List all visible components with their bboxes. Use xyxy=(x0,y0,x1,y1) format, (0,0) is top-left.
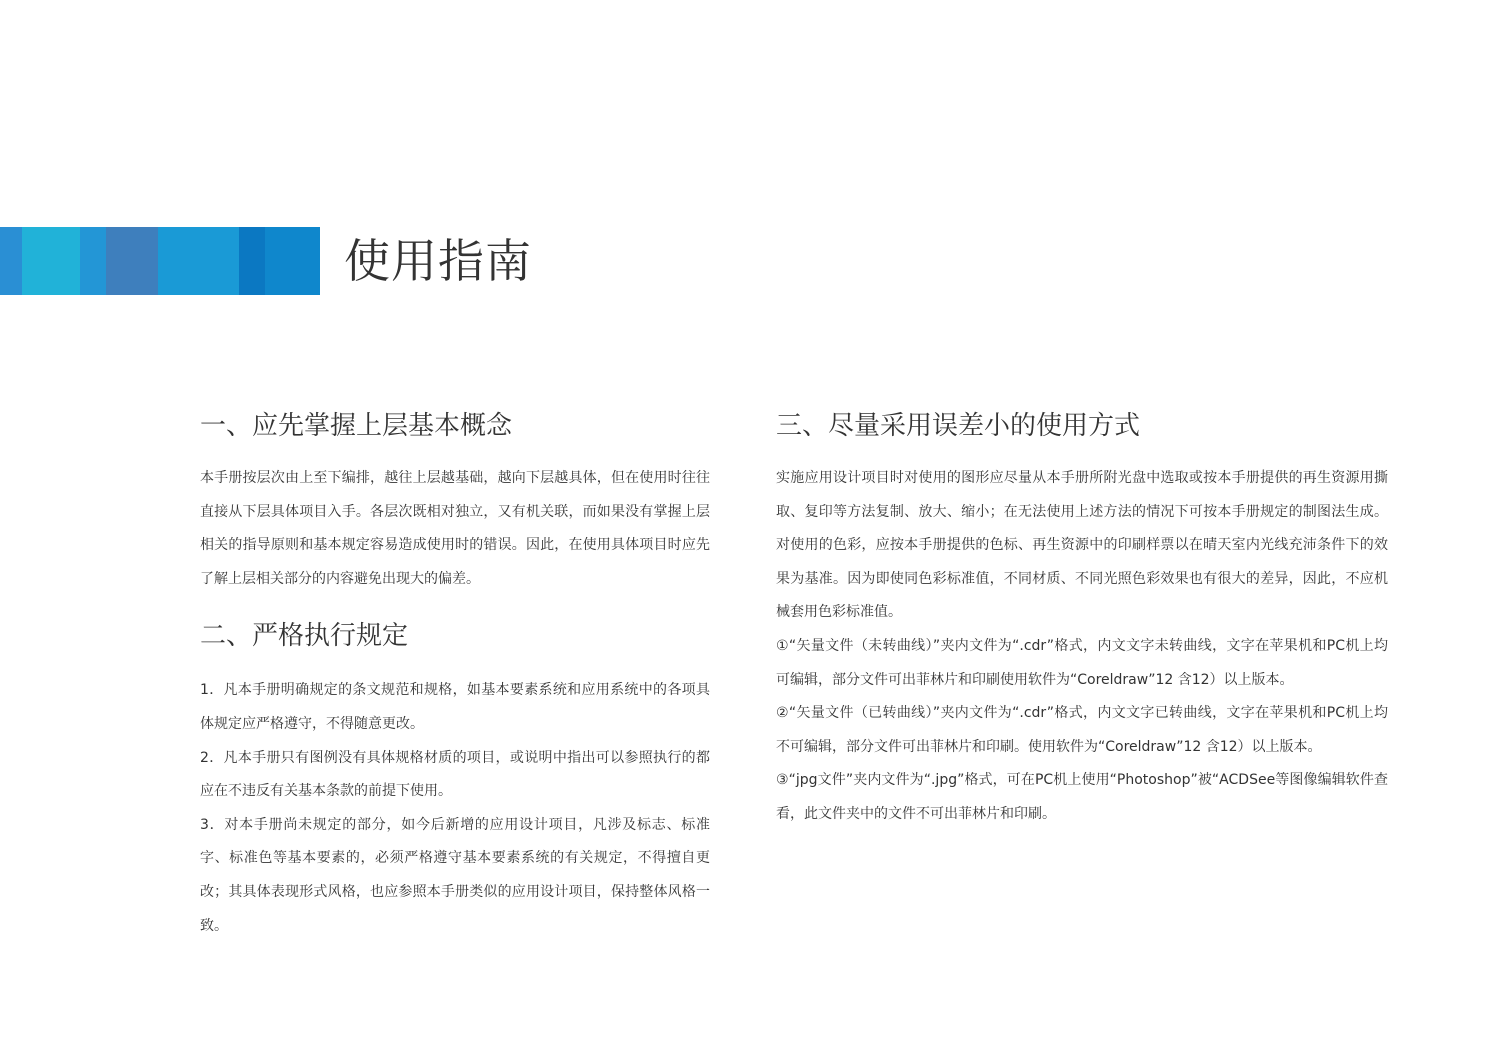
banner-stripe xyxy=(158,227,239,295)
section-title: 一、应先掌握上层基本概念 xyxy=(200,411,513,441)
file-note-item: ①“矢量文件（未转曲线）”夹内文件为“.cdr”格式，内文文字未转曲线，文字在苹果机和PC机上均可编辑，部分文件可出菲林片和印刷使用软件为“Coreldraw”12 含12）以上版本。 xyxy=(776,637,1388,688)
section-title: 三、尽量采用误差小的使用方式 xyxy=(776,411,1141,441)
banner-stripe xyxy=(80,227,106,295)
rule-item: 1．凡本手册明确规定的条文规范和规格，如基本要素系统和应用系统中的各项具体规定应严格遵守，不得随意更改。 xyxy=(200,682,710,732)
section-body xyxy=(776,462,1388,832)
section-paragraph: 实施应用设计项目时对使用的图形应尽量从本手册所附光盘中选取或按本手册提供的再生资源用撕取、复印等方法复制、放大、缩小；在无法使用上述方法的情况下可按本手册规定的制图法生成。对使用的色彩，应按本手册提供的色标、再生资源中的印刷样票以在晴天室内光线充沛条件下的效果为基准。因为即使同色彩标准值，不同材质、不同光照色彩效果也有很大的差异，因此，不应机械套用色彩标准值。 xyxy=(776,470,1388,621)
banner-stripe xyxy=(106,227,158,295)
banner-stripe xyxy=(22,227,80,295)
banner-stripe xyxy=(265,227,320,295)
banner-stripe xyxy=(0,227,22,295)
file-note-item: ②“矢量文件（已转曲线）”夹内文件为“.cdr”格式，内文文字已转曲线，文字在苹果机和PC机上均不可编辑，部分文件可出菲林片和印刷。使用软件为“Coreldraw”12 含12）以上版本。 xyxy=(776,705,1388,755)
left-column xyxy=(200,400,710,943)
rule-list xyxy=(200,674,710,943)
header-color-banner xyxy=(0,227,320,295)
right-column xyxy=(776,400,1388,832)
page-title: 使用指南 xyxy=(344,234,532,288)
file-note-item: ③“jpg文件”夹内文件为“.jpg”格式，可在PC机上使用“Photoshop”被“ACDSee等图像编辑软件查看，此文件夹中的文件不可出菲林片和印刷。 xyxy=(776,772,1388,822)
rule-item: 2．凡本手册只有图例没有具体规格材质的项目，或说明中指出可以参照执行的都应在不违反有关基本条款的前提下使用。 xyxy=(200,749,710,800)
rule-item: 3．对本手册尚未规定的部分，如今后新增的应用设计项目，凡涉及标志、标准字、标准色等基本要素的，必须严格遵守基本要素系统的有关规定，不得擅自更改；其具体表现形式风格，也应参照本手册类似的应用设计项目，保持整体风格一致。 xyxy=(200,816,710,934)
section-paragraph: 本手册按层次由上至下编排，越往上层越基础，越向下层越具体，但在使用时往往直接从下层具体项目入手。各层次既相对独立，又有机关联，而如果没有掌握上层相关的指导原则和基本规定容易造成使用时的错误。因此，在使用具体项目时应先了解上层相关部分的内容避免出现大的偏差。 xyxy=(200,470,710,587)
section-title: 二、严格执行规定 xyxy=(200,621,409,652)
banner-stripe xyxy=(239,227,265,295)
